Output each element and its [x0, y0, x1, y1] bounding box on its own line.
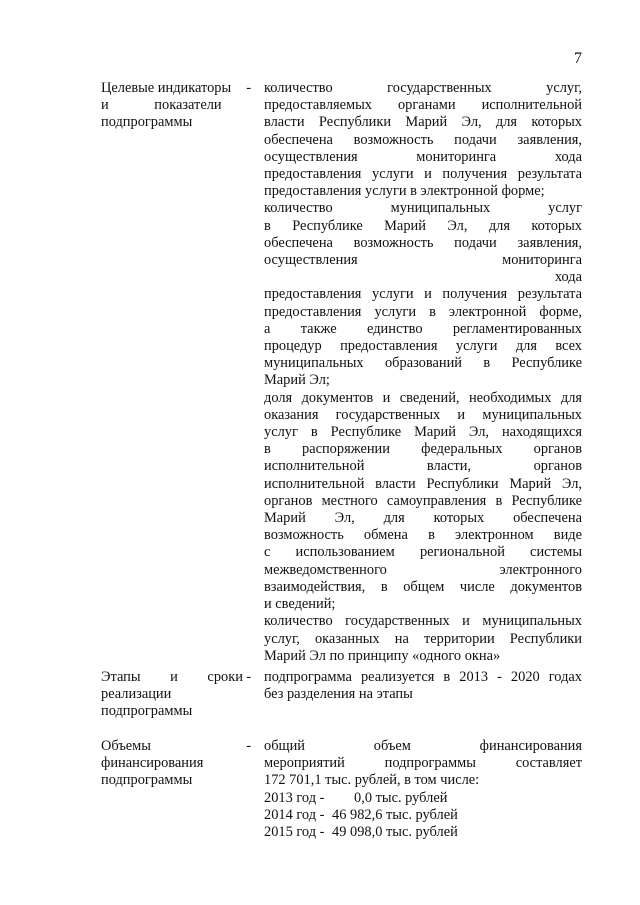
- content-line: исполнительной власти, органов: [264, 458, 582, 475]
- year-amount: 46 982,6 тыс. рублей: [332, 806, 458, 823]
- content-line: осуществления мониторинга хода: [264, 148, 582, 165]
- content-line: процедур предоставления услуги для всех: [264, 338, 582, 355]
- content-line: доля документов и сведений, необходимых для: [264, 389, 582, 406]
- content-line: Марий Эл по принципу «одного окна»: [264, 647, 501, 664]
- content-line: органов местного самоуправления в Республике: [264, 492, 582, 509]
- content-line: оказания государственных и муниципальных: [264, 406, 582, 423]
- label-dash: -: [246, 738, 251, 754]
- page-number: 7: [574, 50, 582, 67]
- year-row: [264, 824, 582, 841]
- label-line: реализации: [101, 686, 172, 703]
- content-line: обеспечена возможность подачи заявления,: [264, 234, 582, 251]
- label-line: Целевые индикаторы: [101, 80, 232, 96]
- year-row: [264, 790, 582, 807]
- label-dash: -: [246, 80, 251, 96]
- section-label: [101, 669, 251, 721]
- label-line: Объемы: [101, 738, 151, 754]
- content-line: количество муниципальных услуг: [264, 200, 582, 217]
- label-line: подпрограммы: [101, 772, 193, 789]
- content-line: предоставления услуги и получения результата: [264, 286, 582, 303]
- year-amount: 49 098,0 тыс. рублей: [332, 824, 458, 841]
- content-line: предоставления услуги и получения результата: [264, 166, 582, 183]
- label-line: финансирования: [101, 755, 204, 772]
- year-label: 2015 год -: [264, 824, 325, 841]
- content-line: без разделения на этапы: [264, 686, 413, 703]
- content-line: предоставления услуги в электронной форме,: [264, 303, 582, 320]
- content-line: в распоряжении федеральных органов: [264, 441, 582, 458]
- label-line: подпрограммы: [101, 703, 193, 720]
- content-line: подпрограмма реализуется в 2013 - 2020 годах: [264, 669, 582, 685]
- label-line: Этапы и сроки: [101, 669, 243, 685]
- label-dash: -: [246, 669, 251, 685]
- section-content: [264, 80, 582, 665]
- content-line: обеспечена возможность подачи заявления,: [264, 131, 582, 148]
- content-line: 172 701,1 тыс. рублей, в том числе:: [264, 772, 480, 789]
- content-line: взаимодействия, в общем числе документов: [264, 578, 582, 595]
- content-line: количество государственных и муниципальных: [264, 613, 582, 630]
- content-line: услуг в Республике Марий Эл, находящихся: [264, 424, 582, 441]
- label-line: подпрограммы: [101, 114, 193, 131]
- content-line: предоставления услуги в электронной форме;: [264, 183, 545, 200]
- year-row: [264, 807, 582, 824]
- content-line: и сведений;: [264, 596, 336, 613]
- content-line: услуг, оказанных на территории Республики: [264, 630, 582, 647]
- section-content: [264, 738, 582, 841]
- content-line: власти Республики Марий Эл, для которых: [264, 114, 582, 131]
- label-line: [101, 97, 222, 114]
- year-amount: 0,0 тыс. рублей: [354, 789, 448, 806]
- content-line: общий объем финансирования: [264, 738, 582, 754]
- content-line: а также единство регламентированных: [264, 320, 582, 337]
- content-line: Марий Эл, для которых обеспечена: [264, 510, 582, 527]
- content-line: межведомственного электронного: [264, 561, 582, 578]
- content-line: хода: [554, 269, 582, 286]
- content-line: осуществления мониторинга: [264, 252, 582, 269]
- year-label: 2013 год -: [264, 789, 325, 806]
- content-line: количество государственных услуг,: [264, 80, 582, 96]
- section-content: [264, 669, 582, 703]
- year-label: 2014 год -: [264, 806, 325, 823]
- content-line: возможность обмена в электронном виде: [264, 527, 582, 544]
- section-label: [101, 80, 251, 132]
- label-line: и показатели: [101, 97, 222, 114]
- section-label: [101, 738, 251, 790]
- content-line: предоставляемых органами исполнительной: [264, 97, 582, 114]
- content-line: с использованием региональной системы: [264, 544, 582, 561]
- content-line: в Республике Марий Эл, для которых: [264, 217, 582, 234]
- content-line: муниципальных образований в Республике: [264, 355, 582, 372]
- content-line: мероприятий подпрограммы составляет: [264, 755, 582, 772]
- content-line: исполнительной власти Республики Марий Эл,: [264, 475, 582, 492]
- content-line: Марий Эл;: [264, 372, 330, 389]
